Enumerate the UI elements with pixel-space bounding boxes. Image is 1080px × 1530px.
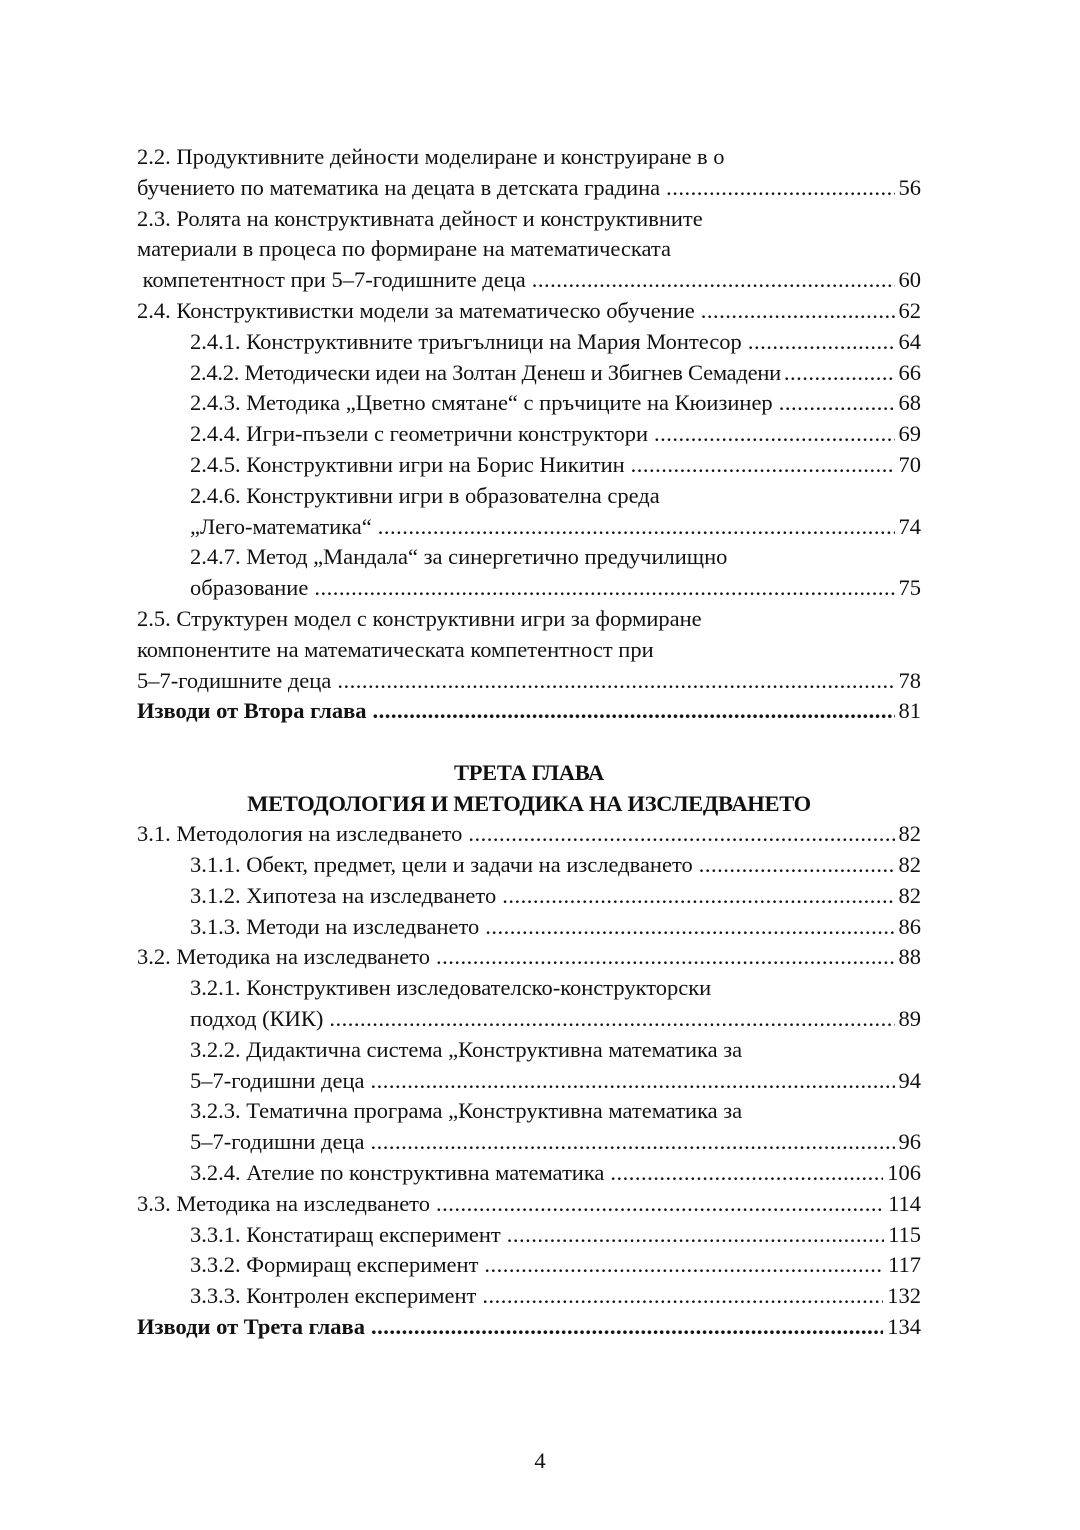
toc-entry-2-2-title: бучението по математика на децата в детската градина <box>137 174 661 200</box>
toc-entry-2-4-4-title: 2.4.4. Игри-пъзели с геометрични конструктори <box>190 421 649 447</box>
toc-entry-2-4-7-title: образование <box>190 575 309 601</box>
toc-entry-3-1-1-page: 82 <box>898 851 921 877</box>
toc-entry-2-4-3 <box>137 388 921 419</box>
toc-entry-2-4-2-title: 2.4.2. Методически идеи на Золтан Денеш и Збигнев Семадени <box>190 359 781 385</box>
toc-entry-2-4-2 <box>137 358 921 389</box>
toc-entry-3-3-2-page: 117 <box>888 1252 921 1278</box>
toc-entry-3-3-1-title: 3.3.1. Констатиращ експеримент <box>190 1221 501 1247</box>
toc-entry-3-3-page: 114 <box>888 1190 921 1216</box>
toc-entry-3-1-3-title: 3.1.3. Методи на изследването <box>190 913 480 939</box>
toc-entry-2-2 <box>137 173 921 204</box>
toc-entry-3-3-2 <box>137 1250 921 1281</box>
dot-leader <box>371 1127 895 1158</box>
toc-entry-2-4-4 <box>137 419 921 450</box>
toc-entry-3-1-2-page: 82 <box>898 882 921 908</box>
dot-leader <box>666 173 894 204</box>
toc-entry-2-4-7-line1: 2.4.7. Метод „Мандала“ за синергетично предучилищно <box>190 544 728 570</box>
toc-entry-2-2-page: 56 <box>898 174 921 200</box>
toc-entry-2-4-6-title: „Лего-математика“ <box>190 513 372 539</box>
toc-entry-3-2-1-page: 89 <box>898 1005 921 1031</box>
toc-entry-2-3-page: 60 <box>898 267 921 293</box>
dot-leader <box>610 1158 883 1189</box>
toc-entry-2-5 <box>137 666 921 697</box>
toc-entry-2-4-6 <box>137 512 921 543</box>
toc-entry-2-3 <box>137 265 921 296</box>
chapter-3-title: МЕТОДОЛОГИЯ И МЕТОДИКА НА ИЗСЛЕДВАНЕТО <box>247 790 811 816</box>
toc-entry-3-1-page: 82 <box>898 821 921 847</box>
dot-leader <box>373 696 895 727</box>
toc-entry-2-3-line2: материали в процеса по формиране на математическата <box>137 236 672 262</box>
toc-entry-3-2-2 <box>137 1066 921 1097</box>
dot-leader <box>371 1066 895 1097</box>
toc-entry-2-4-page: 62 <box>898 297 921 323</box>
toc-entry-chapter2-conclusions-title: Изводи от Втора глава <box>137 698 367 724</box>
table-of-contents <box>137 142 921 1343</box>
dot-leader <box>378 512 895 543</box>
spacer <box>137 727 921 758</box>
toc-entry-3-2-2-line1: 3.2.2. Дидактична система „Конструктивна математика за <box>190 1036 743 1062</box>
dot-leader <box>532 265 895 296</box>
toc-entry-2-3-line1: 2.3. Ролята на конструктивната дейност и конструктивните <box>137 205 703 231</box>
toc-entry-2-2-line1: 2.2. Продуктивните дейности моделиране и конструиране в о <box>137 144 725 169</box>
toc-entry-chapter3-conclusions-page: 134 <box>887 1313 921 1339</box>
toc-entry-3-2-2-page: 94 <box>898 1067 921 1093</box>
toc-entry-3-2-4 <box>137 1158 921 1189</box>
toc-entry-3-3-1-page: 115 <box>888 1221 921 1247</box>
toc-entry-2-4-6-line1: 2.4.6. Конструктивни игри в образователна среда <box>190 482 660 508</box>
toc-entry-3-2-page: 88 <box>898 944 921 970</box>
toc-entry-3-1-title: 3.1. Методология на изследването <box>137 821 463 847</box>
toc-entry-2-4-3-title: 2.4.3. Методика „Цветно смятане“ с пръчиците на Кюизинер <box>190 390 773 416</box>
toc-entry-2-4-1-title: 2.4.1. Конструктивните триъгълници на Мария Монтесор <box>190 328 742 354</box>
dot-leader <box>329 1004 894 1035</box>
toc-entry-3-3-1 <box>137 1220 921 1251</box>
toc-entry-2-4-title: 2.4. Конструктивистки модели за математическо обучение <box>137 297 695 323</box>
toc-entry-3-3-3-page: 132 <box>887 1283 921 1309</box>
toc-entry-2-5-title: 5–7-годишните деца <box>137 667 332 693</box>
toc-entry-3-2-1 <box>137 1004 921 1035</box>
dot-leader <box>507 1220 884 1251</box>
toc-entry-3-1-1 <box>137 850 921 881</box>
toc-entry-2-4-6-page: 74 <box>898 513 921 539</box>
toc-entry-3-2-3-line1: 3.2.3. Тематична програма „Конструктивна математика за <box>190 1098 743 1124</box>
dot-leader <box>502 881 894 912</box>
dot-leader <box>485 912 894 943</box>
dot-leader <box>779 388 895 419</box>
chapter-3-heading: ТРЕТА ГЛАВА <box>454 760 604 786</box>
dot-leader <box>484 1250 884 1281</box>
dot-leader <box>314 573 894 604</box>
dot-leader <box>371 1312 883 1343</box>
dot-leader <box>654 419 894 450</box>
toc-entry-2-4-2-page: 66 <box>898 359 921 385</box>
toc-entry-3-2-3 <box>137 1127 921 1158</box>
toc-entry-2-3-title: компетентност при 5–7-годишните деца <box>137 267 526 293</box>
toc-entry-3-1-2 <box>137 881 921 912</box>
dot-leader <box>699 850 895 881</box>
toc-entry-3-1-3-page: 86 <box>898 913 921 939</box>
toc-entry-2-5-line1: 2.5. Структурен модел с конструктивни игри за формиране <box>137 605 702 631</box>
toc-entry-2-4-5 <box>137 450 921 481</box>
toc-entry-2-5-line2: компонентите на математическата компетентност при <box>137 636 654 662</box>
toc-entry-3-1-2-title: 3.1.2. Хипотеза на изследването <box>190 882 497 908</box>
toc-entry-chapter2-conclusions-page: 81 <box>898 698 921 724</box>
dot-leader <box>748 327 895 358</box>
dot-leader <box>337 666 894 697</box>
toc-entry-3-1 <box>137 819 921 850</box>
toc-entry-3-2-4-page: 106 <box>887 1159 921 1185</box>
page-number: 4 <box>534 1448 546 1473</box>
toc-entry-3-2-4-title: 3.2.4. Ателие по конструктивна математика <box>190 1159 605 1185</box>
toc-entry-2-5-page: 78 <box>898 667 921 693</box>
toc-entry-2-4-3-page: 68 <box>898 390 921 416</box>
toc-entry-chapter3-conclusions <box>137 1312 921 1343</box>
toc-entry-3-2-2-title: 5–7-годишни деца <box>190 1067 365 1093</box>
toc-entry-3-3 <box>137 1189 921 1220</box>
toc-entry-3-2-3-page: 96 <box>898 1129 921 1155</box>
toc-entry-2-4-5-page: 70 <box>898 451 921 477</box>
toc-entry-3-3-3-title: 3.3.3. Контролен експеримент <box>190 1283 477 1309</box>
dot-leader <box>468 819 894 850</box>
dot-leader <box>482 1281 883 1312</box>
toc-entry-2-4-7-page: 75 <box>898 575 921 601</box>
toc-entry-2-4-5-title: 2.4.5. Конструктивни игри на Борис Никитин <box>190 451 625 477</box>
toc-entry-3-2 <box>137 942 921 973</box>
dot-leader <box>784 358 895 389</box>
dot-leader <box>701 296 895 327</box>
toc-entry-3-2-1-line1: 3.2.1. Конструктивен изследователско-конструкторски <box>190 975 712 1001</box>
toc-entry-chapter3-conclusions-title: Изводи от Трета глава <box>137 1313 365 1339</box>
toc-entry-2-4-1-page: 64 <box>898 328 921 354</box>
toc-entry-3-3-title: 3.3. Методика на изследването <box>137 1190 430 1216</box>
toc-entry-3-2-title: 3.2. Методика на изследването <box>137 944 430 970</box>
toc-entry-3-2-3-title: 5–7-годишни деца <box>190 1129 365 1155</box>
toc-entry-3-3-3 <box>137 1281 921 1312</box>
toc-entry-3-1-1-title: 3.1.1. Обект, предмет, цели и задачи на изследването <box>190 851 693 877</box>
toc-entry-2-4-1 <box>137 327 921 358</box>
toc-entry-2-4-7 <box>137 573 921 604</box>
dot-leader <box>436 1189 884 1220</box>
toc-entry-3-2-1-title: подход (КИК) <box>190 1005 324 1031</box>
toc-entry-3-1-3 <box>137 912 921 943</box>
toc-entry-2-4 <box>137 296 921 327</box>
toc-entry-3-3-2-title: 3.3.2. Формиращ експеримент <box>190 1252 479 1278</box>
toc-entry-2-4-4-page: 69 <box>898 421 921 447</box>
dot-leader <box>631 450 895 481</box>
toc-entry-chapter2-conclusions <box>137 696 921 727</box>
dot-leader <box>436 942 895 973</box>
